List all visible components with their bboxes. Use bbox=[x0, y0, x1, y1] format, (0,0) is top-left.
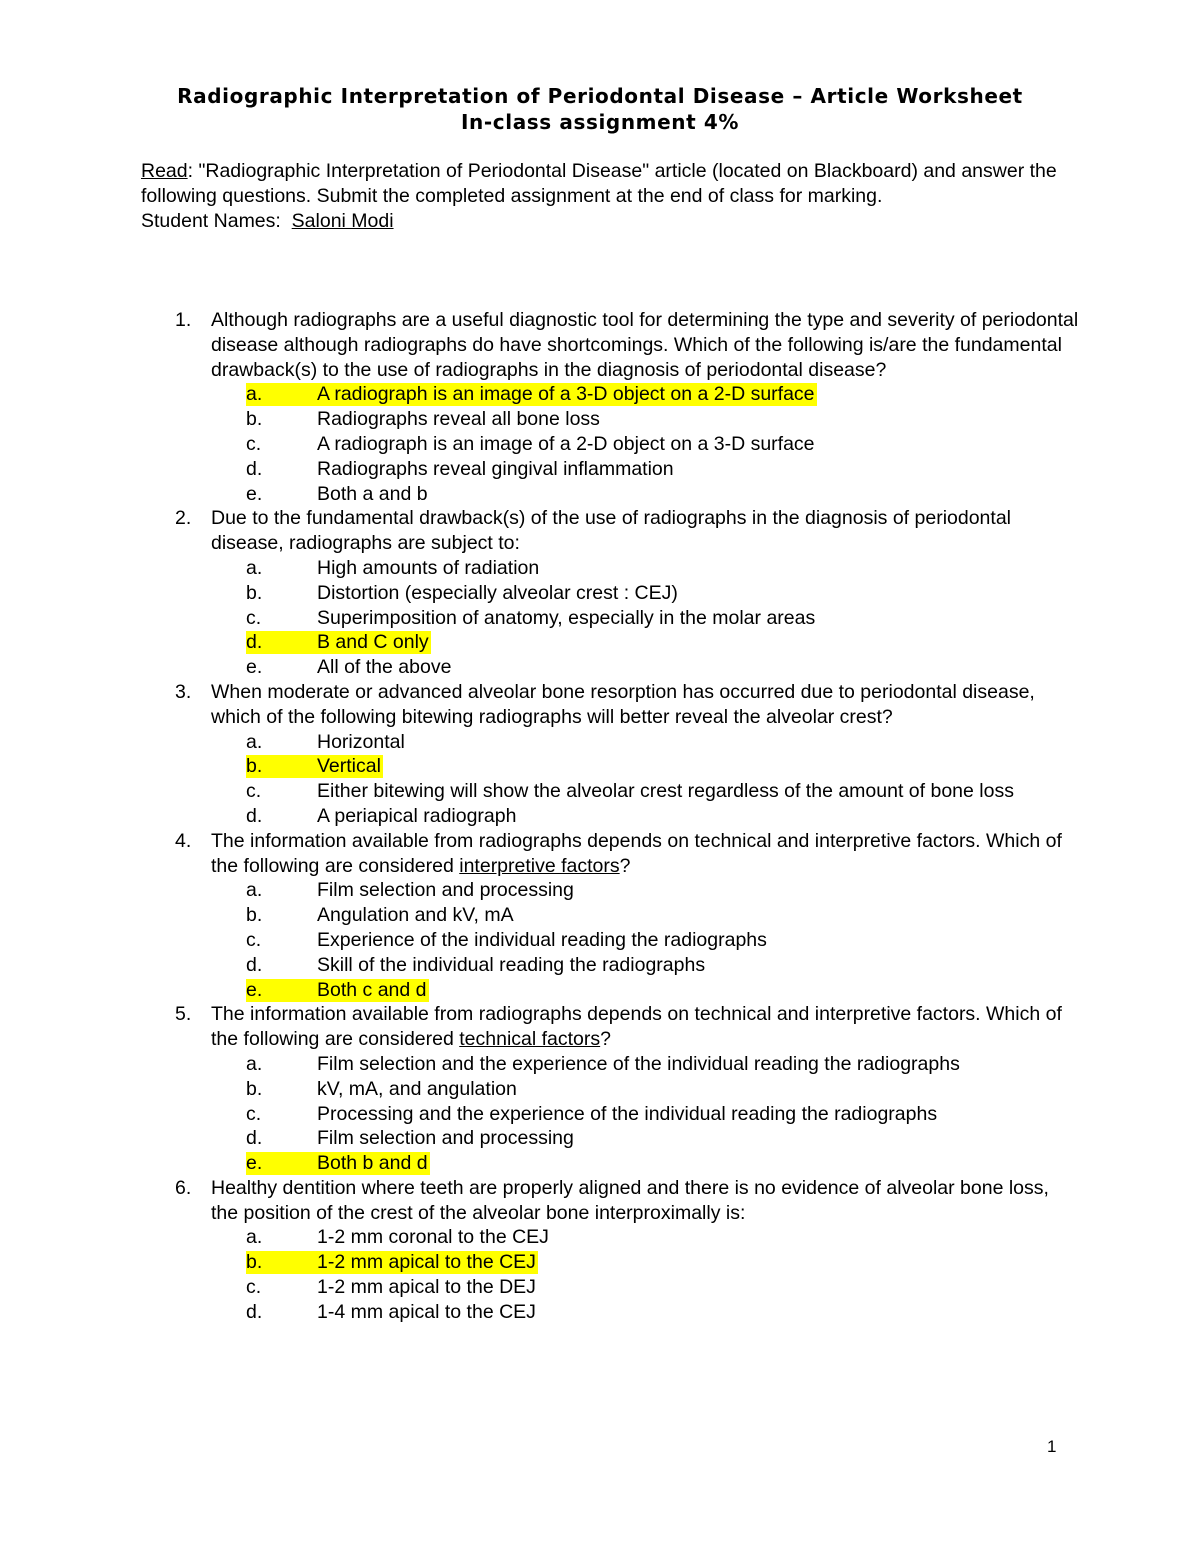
answer-option bbox=[141, 432, 1081, 457]
option-text: Experience of the individual reading the radiographs bbox=[317, 928, 767, 951]
option-text-wrap bbox=[317, 754, 1057, 779]
option-text-wrap bbox=[317, 1250, 1057, 1275]
option-text: Vertical bbox=[317, 755, 381, 778]
question-text: When moderate or advanced alveolar bone resorption has occurred due to periodontal disease, which of the following bitewing radiographs will better reveal the alveolar crest? bbox=[211, 680, 1035, 728]
option-text: Both a and b bbox=[317, 482, 428, 505]
question-4 bbox=[141, 829, 1081, 1003]
option-letter: d. bbox=[246, 953, 263, 976]
option-letter: c. bbox=[246, 928, 262, 951]
question-number: 2. bbox=[175, 507, 192, 530]
question-text-part: The information available from radiographs depends on technical and interpretive factors. Which of the following are considered bbox=[211, 1003, 1062, 1051]
answer-option bbox=[141, 804, 1081, 829]
question-2 bbox=[141, 506, 1081, 680]
answer-option-selected bbox=[141, 630, 1081, 655]
question-3 bbox=[141, 680, 1081, 829]
question-text-part: ? bbox=[619, 854, 631, 877]
option-text-wrap bbox=[317, 1126, 1057, 1151]
option-letter: c. bbox=[246, 1102, 262, 1125]
option-letter: d. bbox=[246, 804, 263, 827]
option-letter: c. bbox=[246, 1276, 262, 1299]
document-title: Radiographic Interpretation of Periodontal Disease – Article Worksheet bbox=[177, 84, 1023, 108]
question-key-term: interpretive factors bbox=[459, 854, 620, 877]
option-letter: e. bbox=[246, 1152, 263, 1175]
question-text bbox=[211, 1002, 1081, 1052]
answer-options bbox=[211, 730, 1081, 829]
answer-option bbox=[141, 606, 1081, 631]
option-letter: b. bbox=[246, 408, 263, 431]
option-text-wrap bbox=[317, 1052, 1057, 1077]
option-text: All of the above bbox=[317, 656, 452, 679]
answer-option bbox=[141, 1300, 1081, 1325]
option-letter: c. bbox=[246, 432, 262, 455]
option-letter: a. bbox=[246, 556, 263, 579]
question-number: 4. bbox=[175, 829, 192, 852]
option-text-wrap bbox=[317, 432, 1057, 457]
answer-option-selected bbox=[141, 382, 1081, 407]
option-text-wrap bbox=[317, 953, 1057, 978]
question-number: 5. bbox=[175, 1003, 192, 1026]
answer-option bbox=[141, 482, 1081, 507]
answer-options bbox=[211, 1225, 1081, 1324]
option-text-wrap bbox=[317, 655, 1057, 680]
page-number: 1 bbox=[1047, 1437, 1057, 1456]
question-text bbox=[211, 829, 1081, 879]
option-text: A radiograph is an image of a 2-D object on a 3-D surface bbox=[317, 432, 815, 455]
option-letter: a. bbox=[246, 1226, 263, 1249]
answer-option bbox=[141, 1077, 1081, 1102]
option-text-wrap bbox=[317, 407, 1057, 432]
answer-option bbox=[141, 953, 1081, 978]
option-text: 1-2 mm apical to the DEJ bbox=[317, 1276, 536, 1299]
option-text-wrap bbox=[317, 556, 1057, 581]
answer-options bbox=[211, 382, 1081, 506]
answer-options bbox=[211, 1052, 1081, 1176]
question-text-part: The information available from radiographs depends on technical and interpretive factors. Which of the following are considered bbox=[211, 829, 1062, 877]
question-6 bbox=[141, 1176, 1081, 1325]
answer-option bbox=[141, 1275, 1081, 1300]
option-text: Radiographs reveal gingival inflammation bbox=[317, 457, 674, 480]
option-text-wrap bbox=[317, 1300, 1057, 1325]
answer-option-selected bbox=[141, 1250, 1081, 1275]
answer-option-selected bbox=[141, 978, 1081, 1003]
option-letter: b. bbox=[246, 904, 263, 927]
answer-option bbox=[141, 928, 1081, 953]
option-text: Radiographs reveal all bone loss bbox=[317, 408, 600, 431]
option-text: Both b and d bbox=[317, 1152, 428, 1175]
option-text-wrap bbox=[317, 1275, 1057, 1300]
option-text-wrap bbox=[317, 1225, 1057, 1250]
answer-options bbox=[211, 878, 1081, 1002]
option-text: Skill of the individual reading the radiographs bbox=[317, 953, 706, 976]
option-letter: d. bbox=[246, 457, 263, 480]
option-text-wrap bbox=[317, 730, 1057, 755]
option-letter: b. bbox=[246, 1251, 263, 1274]
question-text: Due to the fundamental drawback(s) of the use of radiographs in the diagnosis of periodontal disease, radiographs are subject to: bbox=[211, 507, 1011, 555]
option-text: A periapical radiograph bbox=[317, 804, 517, 827]
question-text: Healthy dentition where teeth are properly aligned and there is no evidence of alveolar bone loss, the position of the crest of the alveolar bone interproximally is: bbox=[211, 1176, 1049, 1224]
instructions bbox=[141, 159, 1071, 233]
option-text-wrap bbox=[317, 903, 1057, 928]
option-text-wrap bbox=[317, 457, 1057, 482]
option-text: Horizontal bbox=[317, 730, 405, 753]
option-text: Angulation and kV, mA bbox=[317, 904, 514, 927]
answer-option bbox=[141, 878, 1081, 903]
option-letter: a. bbox=[246, 730, 263, 753]
read-text: : "Radiographic Interpretation of Periodontal Disease" article (located on Blackboard) and answer the following questions. Submit the completed assignment at the end of class for marking. bbox=[141, 160, 1057, 207]
option-text: B and C only bbox=[317, 631, 429, 654]
answer-option bbox=[141, 1052, 1081, 1077]
option-text: kV, mA, and angulation bbox=[317, 1077, 517, 1100]
option-text-wrap bbox=[317, 482, 1057, 507]
read-instructions bbox=[141, 159, 1071, 209]
option-text: A radiograph is an image of a 3-D object on a 2-D surface bbox=[317, 383, 815, 406]
answer-option bbox=[141, 655, 1081, 680]
question-key-term: technical factors bbox=[459, 1028, 601, 1051]
option-text: Distortion (especially alveolar crest : CEJ) bbox=[317, 581, 678, 604]
option-text-wrap bbox=[317, 878, 1057, 903]
option-letter: d. bbox=[246, 631, 263, 654]
answer-option bbox=[141, 779, 1081, 804]
student-names-line bbox=[141, 209, 1071, 234]
option-text-wrap bbox=[317, 779, 1057, 804]
question-number: 1. bbox=[175, 309, 192, 331]
option-letter: e. bbox=[246, 978, 263, 1001]
option-text: 1-2 mm coronal to the CEJ bbox=[317, 1226, 549, 1249]
answer-option bbox=[141, 1126, 1081, 1151]
option-text-wrap bbox=[317, 606, 1057, 631]
option-text-wrap bbox=[317, 978, 1057, 1003]
answer-option bbox=[141, 556, 1081, 581]
option-text: Film selection and processing bbox=[317, 879, 574, 902]
question-text: Although radiographs are a useful diagnostic tool for determining the type and severity of periodontal disease although radiographs do have shortcomings. Which of the following is/are the fundamental drawback(s) to the use of radiographs in the diagnosis of periodontal disease? bbox=[211, 309, 1079, 381]
option-text-wrap bbox=[317, 581, 1057, 606]
answer-option-selected bbox=[141, 754, 1081, 779]
option-text-wrap bbox=[317, 1077, 1057, 1102]
answer-option-selected bbox=[141, 1151, 1081, 1176]
question-number: 6. bbox=[175, 1176, 192, 1199]
answer-option bbox=[141, 457, 1081, 482]
question-5 bbox=[141, 1002, 1081, 1176]
option-letter: a. bbox=[246, 383, 263, 406]
question-1 bbox=[141, 308, 1081, 506]
option-text: Both c and d bbox=[317, 978, 427, 1001]
question-list bbox=[141, 308, 1081, 1325]
option-text: 1-4 mm apical to the CEJ bbox=[317, 1300, 536, 1323]
answer-option bbox=[141, 1102, 1081, 1127]
answer-option bbox=[141, 1225, 1081, 1250]
option-text: Either bitewing will show the alveolar crest regardless of the amount of bone loss bbox=[317, 780, 1014, 803]
option-letter: d. bbox=[246, 1300, 263, 1323]
option-text-wrap bbox=[317, 928, 1057, 953]
answer-option bbox=[141, 407, 1081, 432]
option-letter: c. bbox=[246, 606, 262, 629]
answer-option bbox=[141, 730, 1081, 755]
option-text-wrap bbox=[317, 630, 1057, 655]
question-text-part: ? bbox=[600, 1028, 612, 1051]
option-text: Processing and the experience of the individual reading the radiographs bbox=[317, 1102, 938, 1125]
option-letter: b. bbox=[246, 1077, 263, 1100]
student-name: Saloni Modi bbox=[291, 209, 394, 232]
student-names-label: Student Names: bbox=[141, 209, 281, 232]
option-text: High amounts of radiation bbox=[317, 556, 540, 579]
option-text-wrap bbox=[317, 1102, 1057, 1127]
option-letter: d. bbox=[246, 1127, 263, 1150]
answer-options bbox=[211, 556, 1081, 680]
option-text-wrap bbox=[317, 1151, 1057, 1176]
option-text: 1-2 mm apical to the CEJ bbox=[317, 1251, 536, 1274]
option-letter: b. bbox=[246, 755, 263, 778]
option-text: Film selection and the experience of the individual reading the radiographs bbox=[317, 1052, 960, 1075]
option-text: Superimposition of anatomy, especially in the molar areas bbox=[317, 606, 816, 629]
option-text: Film selection and processing bbox=[317, 1127, 574, 1150]
question-number: 3. bbox=[175, 680, 192, 703]
option-text-wrap bbox=[317, 382, 1057, 407]
option-letter: e. bbox=[246, 482, 263, 505]
option-text-wrap bbox=[317, 804, 1057, 829]
option-letter: c. bbox=[246, 780, 262, 803]
document-subtitle: In-class assignment 4% bbox=[461, 110, 739, 134]
option-letter: a. bbox=[246, 879, 263, 902]
answer-option bbox=[141, 903, 1081, 928]
option-letter: b. bbox=[246, 581, 263, 604]
answer-option bbox=[141, 581, 1081, 606]
option-letter: a. bbox=[246, 1052, 263, 1075]
read-label: Read bbox=[141, 160, 188, 182]
option-letter: e. bbox=[246, 656, 263, 679]
